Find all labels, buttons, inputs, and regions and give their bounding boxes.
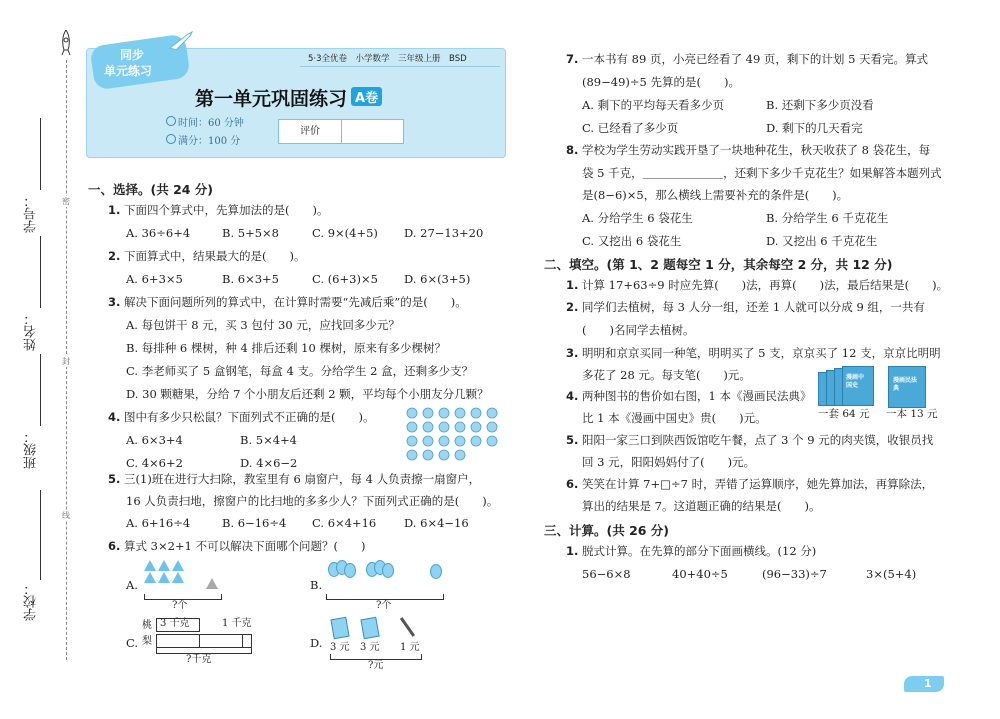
q6-num: 6. [108, 539, 121, 553]
calc-item-1[interactable]: 56−6×8 [582, 567, 631, 581]
q5-num: 5. [108, 472, 121, 486]
q4-option-c[interactable]: C. 4×6+2 [126, 456, 183, 470]
section-2-title: 二、填空。(第 1、2 题每空 1 分，其余每空 2 分，共 12 分) [544, 257, 893, 272]
f4-text-2: 比 1 本《漫画中国史》贵( )元。 [582, 411, 767, 425]
fill-1 [566, 278, 948, 293]
q8-option-b[interactable]: B. 分给学生 6 千克花生 [766, 211, 889, 225]
fill-6 [566, 477, 933, 492]
q6-option-a[interactable]: A. [126, 578, 138, 592]
q2-option-c[interactable]: C. (6+3)×5 [312, 272, 378, 286]
squirrel-grid [404, 406, 502, 466]
margin-mark-2: 封 [62, 357, 70, 366]
q5-option-c[interactable]: C. 6×4+16 [312, 516, 377, 530]
q3-option-c[interactable]: C. 李老师买了 5 盒钢笔，每盒 4 支。分给学生 2 盒，还剩多少支？ [126, 364, 474, 378]
f6-num: 6. [566, 477, 579, 491]
q6-c-peach: 桃 [142, 620, 152, 631]
single-book-title: 漫画民法典 [893, 377, 918, 392]
f3-text-1: 明明和京京买同一种笔，明明买了 5 支，京京买了 12 支，京京比明明 [582, 346, 941, 360]
f5-num: 5. [566, 433, 579, 447]
section-3-title: 三、计算。(共 26 分) [544, 523, 670, 538]
section-1-title: 一、选择。(共 24 分) [88, 182, 214, 197]
q8-option-d[interactable]: D. 又挖出 6 千克花生 [766, 234, 878, 248]
title-tag: A卷 [351, 87, 382, 106]
q3-option-d[interactable]: D. 30 颗糖果，分给 7 个小朋友后还剩 2 颗，平均每个小朋友分几颗？ [126, 387, 489, 401]
q6-text: 算式 3×2+1 不可以解决下面哪个问题？( ) [124, 539, 366, 553]
q6-c-unknown: ?千克 [186, 654, 212, 665]
class-label: 班级： [24, 430, 39, 469]
fill-5 [566, 433, 933, 448]
q3-option-a[interactable]: A. 每包饼干 8 元，买 3 包付 30 元，应找回多少元？ [126, 318, 400, 332]
q7-text-1: 一本书有 89 页，小亮已经看了 49 页，剩下的计划 5 天看完。算式 [582, 52, 929, 66]
q3-text: 解决下面问题所列的算式中，在计算时需要“先减后乘”的是( )。 [124, 295, 467, 309]
student-id-label: 学号： [24, 194, 39, 233]
check-icon [166, 134, 176, 144]
q2-option-d[interactable]: D. 6×(3+5) [404, 272, 471, 286]
f2-text-2: ( )名同学去植树。 [582, 323, 695, 337]
score-info: 满分：100 分 [178, 136, 241, 147]
q6-d-price-2: 3 元 [360, 642, 380, 653]
f6-text-1: 笑笑在计算 7+□÷7 时，弄错了运算顺序，她先算加法，再算除法， [582, 477, 934, 491]
single-price: 一本 13 元 [886, 408, 938, 420]
question-8 [566, 143, 930, 158]
book-set-image [818, 366, 878, 406]
q6-d-notebook-1 [330, 617, 349, 639]
q1-option-d[interactable]: D. 27−13+20 [404, 226, 484, 240]
q6-d-unknown: ?元 [368, 660, 384, 671]
page-title [195, 84, 382, 111]
f3-num: 3. [566, 346, 579, 360]
c1-text: 脱式计算。在先算的部分下面画横线。(12 分) [582, 544, 817, 558]
q4-option-d[interactable]: D. 4×6−2 [240, 456, 298, 470]
badge-line2: 单元练习 [104, 64, 153, 78]
q8-text-1: 学校为学生劳动实践开垦了一块地种花生，秋天收获了 8 袋花生，每 [582, 143, 931, 157]
q1-num: 1. [108, 203, 121, 217]
q4-option-a[interactable]: A. 6×3+4 [126, 433, 183, 447]
q6-c-pear: 梨 [142, 636, 152, 647]
f4-text-1: 两种图书的售价如右图，1 本《漫画民法典》 [582, 389, 812, 403]
c1-num: 1. [566, 544, 579, 558]
question-1 [108, 203, 329, 218]
q8-num: 8. [566, 143, 579, 157]
q7-num: 7. [566, 52, 579, 66]
q2-option-a[interactable]: A. 6+3×5 [126, 272, 183, 286]
book-meta: 5·3全优卷 小学数学 三年级上册 BSD [308, 54, 467, 64]
q7-option-a[interactable]: A. 剩下的平均每天看多少页 [582, 98, 725, 112]
question-5 [108, 472, 480, 487]
time-info: 时间：60 分钟 [178, 118, 244, 129]
question-6 [108, 539, 366, 554]
q1-option-b[interactable]: B. 5+5×8 [222, 226, 279, 240]
page-number: 1 [924, 677, 932, 690]
q1-option-c[interactable]: C. 9×(4+5) [312, 226, 378, 240]
question-3 [108, 295, 467, 310]
q6-b-balloons [324, 560, 444, 596]
f3-text-2: 多花了 28 元。每支笔( )元。 [582, 368, 751, 382]
f2-text-1: 同学们去植树，每 3 人分一组，还差 1 人就可以分成 9 组，一共有 [582, 300, 925, 314]
f4-num: 4. [566, 389, 579, 403]
calc-1 [566, 544, 816, 559]
q6-d-notebook-2 [360, 617, 379, 639]
fill-3 [566, 346, 941, 361]
q5-text-1: 三(1)班在进行大扫除，教室里有 6 扇窗户，每 4 人负责擦一扇窗户， [124, 472, 481, 486]
clock-icon [166, 116, 176, 126]
q1-text: 下面四个算式中，先算加法的是( )。 [124, 203, 329, 217]
student-id-field[interactable] [40, 118, 41, 190]
q6-c-pear-bar [156, 634, 200, 648]
q5-option-d[interactable]: D. 6×4−16 [404, 516, 469, 530]
book-set-title: 漫画中国史 [846, 374, 865, 389]
q6-d-price-1: 3 元 [330, 642, 350, 653]
badge-rocket-icon [168, 30, 194, 54]
q6-a-triangles [142, 560, 222, 594]
school-field[interactable] [40, 490, 41, 580]
name-field[interactable] [40, 236, 41, 308]
f1-text: 计算 17+63÷9 时应先算( )法，再算( )法，最后结果是( )。 [582, 278, 949, 292]
f5-text-2: 回 3 元，阳阳妈妈付了( )元。 [582, 455, 756, 469]
q8-text-3: 是(8−6)×5，那么横线上需要补充的条件是( )。 [582, 188, 849, 202]
class-field[interactable] [40, 354, 41, 426]
q7-option-b[interactable]: B. 还剩下多少页没看 [766, 98, 874, 112]
q4-num: 4. [108, 410, 121, 424]
fill-4 [566, 389, 812, 404]
q4-text: 图中有多少只松鼠？下面列式不正确的是( )。 [124, 410, 375, 424]
evaluation-box [278, 119, 404, 144]
fill-2 [566, 300, 925, 315]
question-4 [108, 410, 375, 425]
q4-option-b[interactable]: B. 5×4+4 [240, 433, 297, 447]
q5-option-a[interactable]: A. 6+16÷4 [126, 516, 191, 530]
q6-b-unknown: ?个 [376, 600, 392, 611]
q6-c-pear-bar-3 [242, 634, 252, 648]
q6-option-c[interactable]: C. [126, 636, 139, 650]
q6-c-extra: 1 千克 [222, 618, 252, 629]
badge-line1: 同步 [120, 48, 145, 62]
f1-num: 1. [566, 278, 579, 292]
f2-num: 2. [566, 300, 579, 314]
q8-text-2: 袋 5 千克，＿＿＿＿＿＿＿，还剩下多少千克花生？如果解答本题列式 [582, 166, 942, 180]
question-2 [108, 249, 306, 264]
q6-option-d[interactable]: D. [310, 636, 323, 650]
q3-option-b[interactable]: B. 每排种 6 棵树，种 4 排后还剩 10 棵树，原来有多少棵树？ [126, 341, 446, 355]
q2-num: 2. [108, 249, 121, 263]
school-label: 学校： [24, 582, 39, 621]
q6-d-pen [400, 617, 415, 637]
f5-text-1: 阳阳一家三口到陕西饭馆吃午餐，点了 3 个 9 元的肉夹馍，收银员找 [582, 433, 934, 447]
question-7 [566, 52, 928, 67]
rocket-icon [60, 30, 72, 56]
calc-item-3[interactable]: (96−33)÷7 [762, 567, 827, 581]
q6-c-pear-bar-2 [199, 634, 243, 648]
q8-option-c[interactable]: C. 又挖出 6 袋花生 [582, 234, 682, 248]
q3-num: 3. [108, 295, 121, 309]
q7-option-d[interactable]: D. 剩下的几天看完 [766, 121, 863, 135]
q8-option-a[interactable]: A. 分给学生 6 袋花生 [582, 211, 693, 225]
name-label: 姓名： [24, 312, 39, 351]
q6-option-b[interactable]: B. [310, 578, 323, 592]
set-price: 一套 64 元 [818, 408, 870, 420]
single-book-image [888, 366, 926, 408]
q5-text-2: 16 人负责扫地，擦窗户的比扫地的多多少人？下面列式正确的是( )。 [126, 494, 499, 508]
page-title-text: 第一单元巩固练习 [195, 88, 348, 110]
q1-option-a[interactable]: A. 36÷6+4 [126, 226, 191, 240]
q6-a-unknown: ?个 [172, 600, 188, 611]
evaluation-field[interactable] [342, 120, 403, 143]
margin-mark-1: 密 [62, 197, 70, 206]
q5-option-b[interactable]: B. 6−16÷4 [222, 516, 287, 530]
q7-text-2: (89−49)÷5 先算的是( )。 [582, 75, 740, 89]
margin-mark-3: 线 [62, 511, 70, 520]
evaluation-label: 评价 [279, 120, 342, 143]
q2-option-b[interactable]: B. 6×3+5 [222, 272, 279, 286]
q6-c-peach-box: 3 千克 [160, 618, 190, 629]
q7-option-c[interactable]: C. 已经看了多少页 [582, 121, 679, 135]
calc-item-4[interactable]: 3×(5+4) [866, 567, 917, 581]
calc-item-2[interactable]: 40+40÷5 [672, 567, 728, 581]
f6-text-2: 算出的结果是 7。这道题正确的结果是( )。 [582, 499, 821, 513]
q6-d-price-3: 1 元 [400, 642, 420, 653]
q2-text: 下面算式中，结果最大的是( )。 [124, 249, 306, 263]
meta-rule [300, 66, 500, 67]
